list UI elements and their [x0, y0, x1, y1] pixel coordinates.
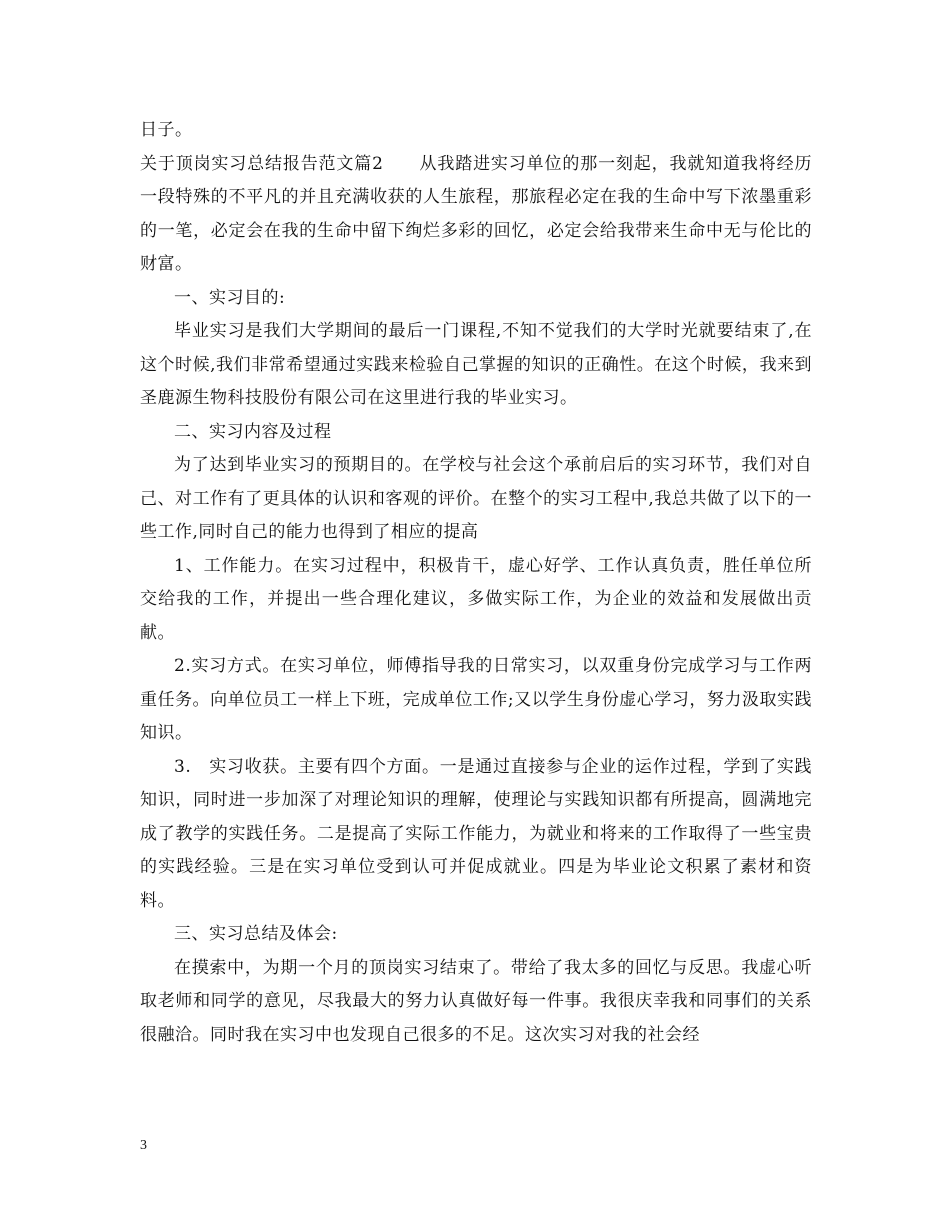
paragraph-summary: 在摸索中，为期一个月的顶岗实习结束了。带给了我太多的回忆与反思。我虚心听取老师和同学的意见，尽我最大的努力认真做好每一件事。我很庆幸我和同事们的关系很融洽。同时我在实习中也发现自己很多的不足。这次实习对我的社会经 — [140, 957, 812, 1045]
page-number: 3 — [140, 1138, 147, 1153]
heading-summary: 三、实习总结及体会: — [174, 924, 338, 944]
document-body — [140, 114, 812, 1052]
paragraph-internship-gains: 3. 实习收获。主要有四个方面。一是通过直接参与企业的运作过程，学到了实践知识，同时进一步加深了对理论知识的理解，使理论与实践知识都有所提高，圆满地完成了教学的实践任务。二是提高了实际工作能力，为就业和将来的工作取得了一些宝贵的实践经验。三是在实习单位受到认可并促成就业。四是为毕业论文积累了素材和资料。 — [140, 756, 812, 911]
heading-internship-purpose: 一、实习目的: — [174, 287, 286, 308]
paragraph-purpose: 毕业实习是我们大学期间的最后一门课程,不知不觉我们的大学时光就要结束了,在这个时候,我们非常希望通过实践来检验自己掌握的知识的正确性。在这个时候，我来到圣鹿源生物科技股份有限公司在这里进行我的毕业实习。 — [140, 321, 812, 408]
paragraph-work-ability: 1、工作能力。在实习过程中，积极肯干，虚心好学、工作认真负责，胜任单位所交给我的工作，并提出一些合理化建议，多做实际工作，为企业的效益和发展做出贡献。 — [140, 555, 812, 643]
paragraph-continuation: 日子。 — [140, 120, 193, 140]
paragraph-intro: 关于顶岗实习总结报告范文篇2 从我踏进实习单位的那一刻起，我就知道我将经历一段特殊的不平凡的并且充满收获的人生旅程，那旅程必定在我的生命中写下浓墨重彩的一笔，必定会在我的生命中留下绚烂多彩的回忆，必定会给我带来生命中无与伦比的财富。 — [140, 153, 812, 274]
paragraph-content: 为了达到毕业实习的预期目的。在学校与社会这个承前启后的实习环节，我们对自己、对工作有了更具体的认识和客观的评价。在整个的实习工程中,我总共做了以下的一些工作,同时自己的能力也得到了相应的提高 — [140, 455, 812, 542]
paragraph-internship-method: 2.实习方式。在实习单位，师傅指导我的日常实习，以双重身份完成学习与工作两重任务。向单位员工一样上下班，完成单位工作;又以学生身份虚心学习，努力汲取实践知识。 — [140, 656, 812, 743]
heading-internship-content: 二、实习内容及过程 — [174, 421, 332, 442]
